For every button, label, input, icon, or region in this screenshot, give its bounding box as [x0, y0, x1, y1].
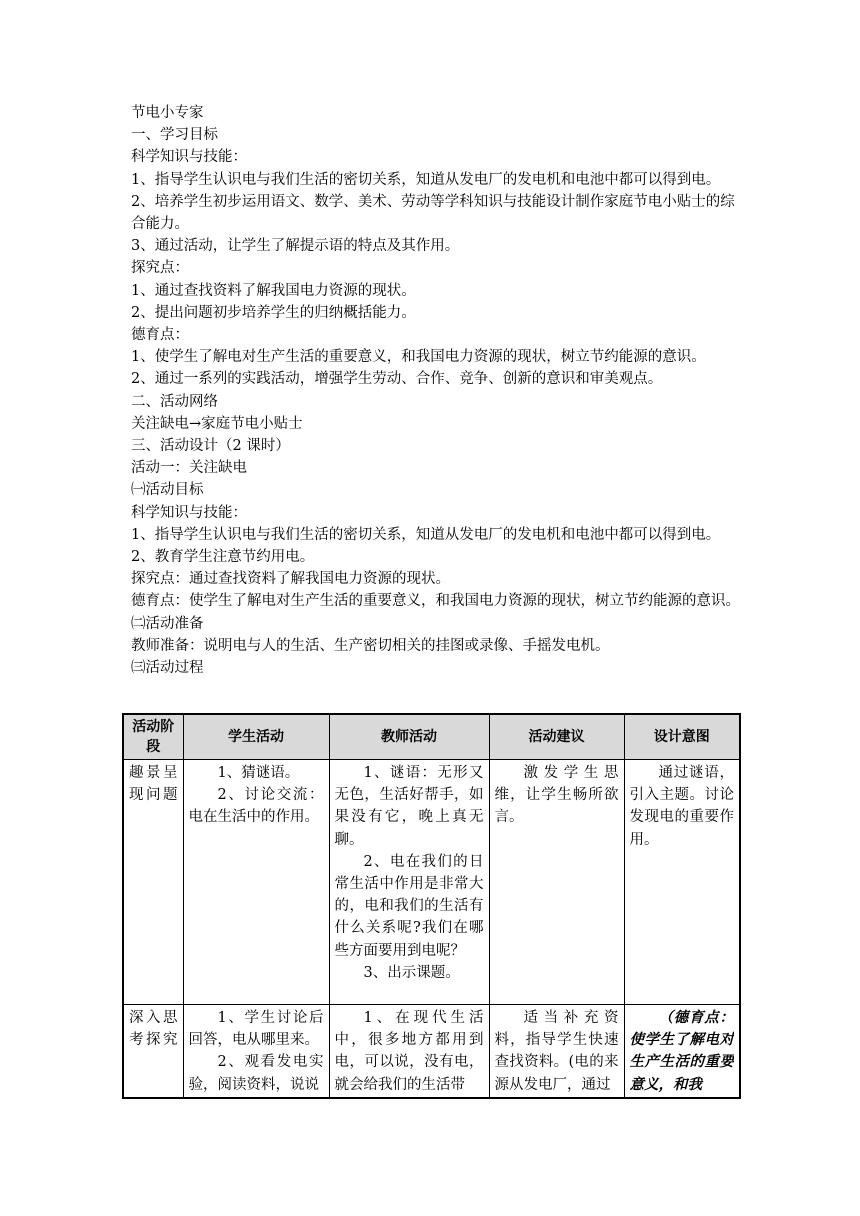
table-header-row: [123, 714, 740, 760]
cell-text: 1、在现代生活中，很多地方都用到电，可以说，没有电，就会给我们的生活带: [334, 1010, 484, 1093]
header-stage: 活动阶段: [123, 714, 183, 760]
teacher-cell: [329, 1005, 489, 1099]
section-heading: 二、活动网络: [131, 393, 218, 410]
paragraph: 教师准备：说明电与人的生活、生产密切相关的挂图或录像、手摇发电机。: [131, 637, 610, 654]
paragraph: 2、教育学生注意节约用电。: [131, 549, 315, 566]
paragraph: 1、通过查找资料了解我国电力资源的现状。: [131, 282, 416, 299]
document-body: [131, 102, 741, 679]
subheading: ㈢活动过程: [131, 660, 204, 677]
header-intent: 设计意图: [624, 714, 740, 760]
paragraph: 德育点：使学生了解电对生产生活的重要意义，和我国电力资源的现状，树立节约能源的意识。: [131, 593, 740, 610]
subheading: ㈠活动目标: [131, 482, 204, 499]
section-heading: 三、活动设计（2 课时）: [131, 438, 290, 455]
paragraph: 1、指导学生认识电与我们生活的密切关系，知道从发电厂的发电机和电池中都可以得到电。: [131, 526, 721, 543]
stage-cell: [123, 1005, 183, 1099]
activity-process-table: [122, 713, 741, 1099]
subheading: ㈡活动准备: [131, 615, 204, 632]
stage-cell: [123, 760, 183, 1005]
cell-text: 2、观看发电实验，阅读资料，说说: [188, 1054, 324, 1093]
cell-text: 1、谜语：无形又无色，生活好帮手，如果没有它，晚上真无聊。: [334, 765, 484, 848]
intent-cell: [624, 1005, 740, 1099]
subheading: 科学知识与技能：: [131, 504, 247, 521]
student-cell: [183, 1005, 329, 1099]
header-advice: 活动建议: [489, 714, 624, 760]
cell-text: 激发学生思维，让学生畅所欲言。: [494, 765, 619, 826]
doc-title: 节电小专家: [131, 105, 204, 121]
student-cell: [183, 760, 329, 1005]
table-row: [123, 1005, 740, 1099]
section-heading: 一、学习目标: [131, 127, 218, 144]
subheading: 德育点：: [131, 327, 189, 344]
cell-text: 适当补充资料，指导学生快速查找资料。(电的来源从发电厂，通过: [494, 1010, 619, 1093]
cell-text: 通过谜语，引入主题。讨论发现电的重要作用。: [629, 765, 734, 848]
paragraph: 1、使学生了解电对生产生活的重要意义，和我国电力资源的现状，树立节约能源的意识。: [131, 349, 706, 366]
header-student: 学生活动: [183, 714, 329, 760]
subheading: 科学知识与技能：: [131, 149, 247, 166]
cell-text: 3、出示课题。: [363, 964, 460, 981]
advice-cell: [489, 1005, 624, 1099]
cell-text: 1、猜谜语。: [217, 765, 300, 781]
advice-cell: [489, 760, 624, 1005]
cell-text: （德育点：使学生了解电对生产生活的重要意义，和我: [629, 1009, 734, 1093]
table-row: [123, 760, 740, 1005]
stage-label: 趣景呈现问题: [129, 765, 178, 804]
subheading: 活动一：关注缺电: [131, 460, 247, 477]
paragraph: 关注缺电→家庭节电小贴士: [131, 415, 303, 432]
cell-text: 2、电在我们的日常生活中作用是非常大的，电和我们的生活有什么关系呢?我们在哪些方面要用到电呢？: [334, 853, 484, 959]
paragraph: 1、指导学生认识电与我们生活的密切关系，知道从发电厂的发电机和电池中都可以得到电。: [131, 171, 721, 188]
cell-text: 1、学生讨论后回答，电从哪里来。: [188, 1010, 324, 1049]
paragraph: 2、提出问题初步培养学生的归纳概括能力。: [131, 304, 416, 321]
cell-text: 2、讨论交流：电在生活中的作用。: [188, 787, 324, 826]
paragraph: 2、培养学生初步运用语文、数学、美术、劳动等学科知识与技能设计制作家庭节电小贴士的综合能力。: [131, 193, 735, 233]
subheading: 探究点：: [131, 260, 189, 277]
header-teacher: 教师活动: [329, 714, 489, 760]
teacher-cell: [329, 760, 489, 1005]
paragraph: 探究点：通过查找资料了解我国电力资源的现状。: [131, 571, 450, 588]
paragraph: 2、通过一系列的实践活动，增强学生劳动、合作、竞争、创新的意识和审美观点。: [131, 371, 663, 388]
intent-cell: [624, 760, 740, 1005]
paragraph: 3、通过活动，让学生了解提示语的特点及其作用。: [131, 238, 460, 255]
stage-label: 深入思考探究: [129, 1010, 178, 1049]
